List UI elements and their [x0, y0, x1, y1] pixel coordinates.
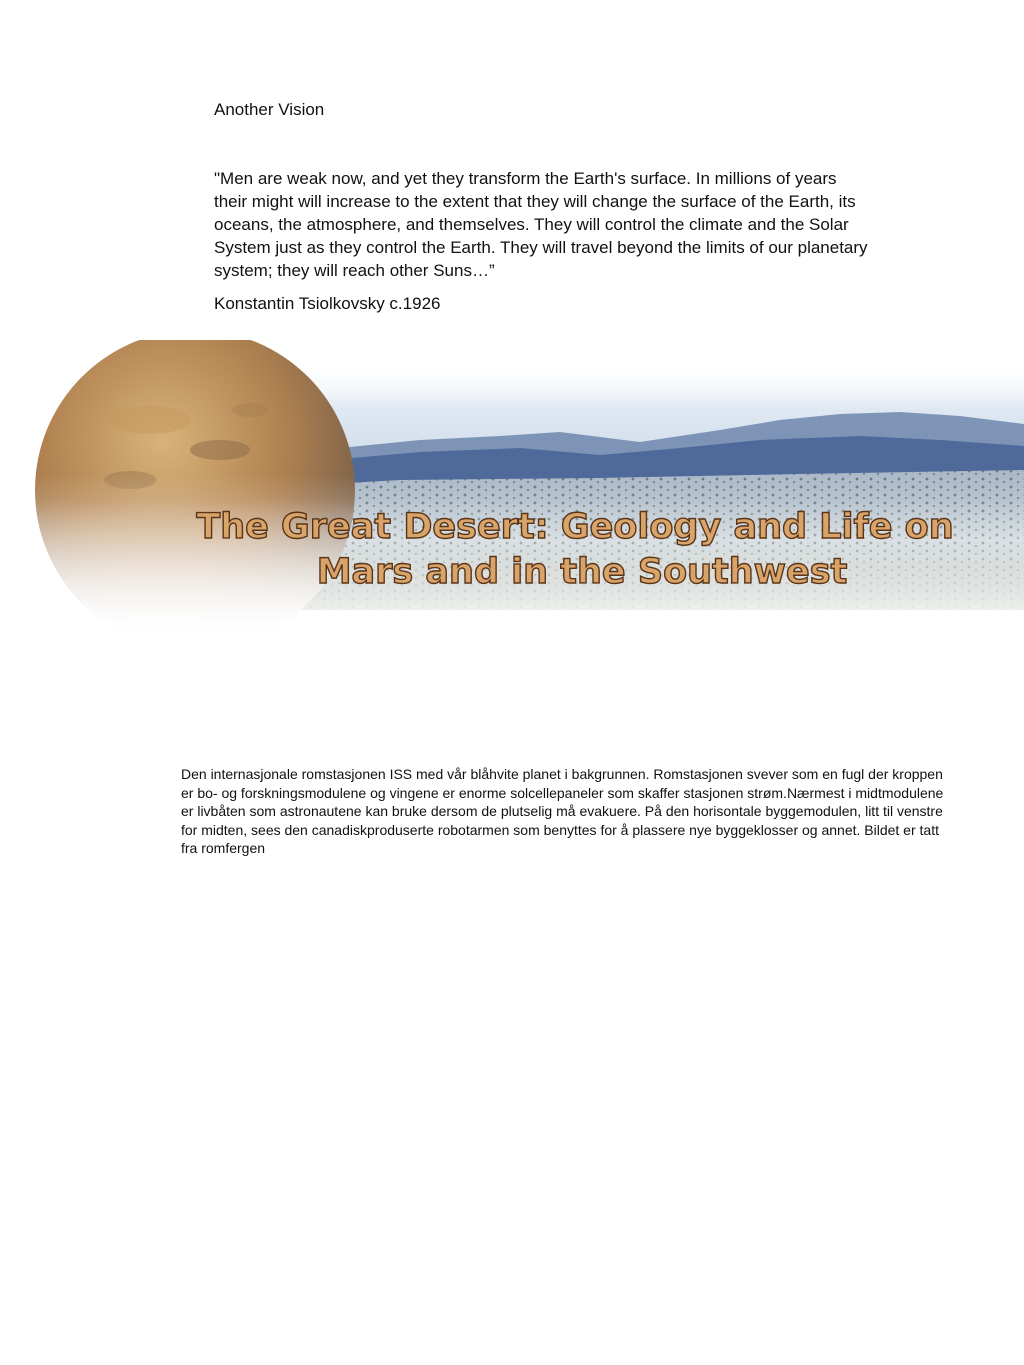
section-heading: Another Vision: [214, 100, 325, 119]
banner-image: [0, 340, 1024, 630]
quote-attribution: Konstantin Tsiolkovsky c.1926: [214, 294, 441, 313]
banner-title-line1: The Great Desert: Geology and Life on: [196, 507, 954, 547]
quote-text: "Men are weak now, and yet they transform the Earth's surface. In millions of years their might will increase to the extent that they will change the surface of the Earth, its oceans, the atmosphere, and themselves. They will control the climate and the Solar System just as they control the Earth. They will travel beyond the limits of our planetary system; they will reach other Suns…”: [214, 169, 868, 280]
banner-title-line2: Mars and in the Southwest: [316, 552, 848, 592]
caption-text: Den internasjonale romstasjonen ISS med vår blåhvite planet i bakgrunnen. Romstasjonen svever som en fugl der kroppen er bo- og forskningsmodulene og vingene er enorme solcellepaneler som skaffer stasjonen strøm.Nærmest i midtmodulene er livbåten som astronautene kan bruke dersom de plutselig må evakuere. På den horisontale byggemodulen, litt til venstre for midten, sees den canadiskproduserte robotarmen som benyttes for å plassere nye byggeklosser og annet. Bildet er tatt fra romfergen: [181, 766, 944, 856]
